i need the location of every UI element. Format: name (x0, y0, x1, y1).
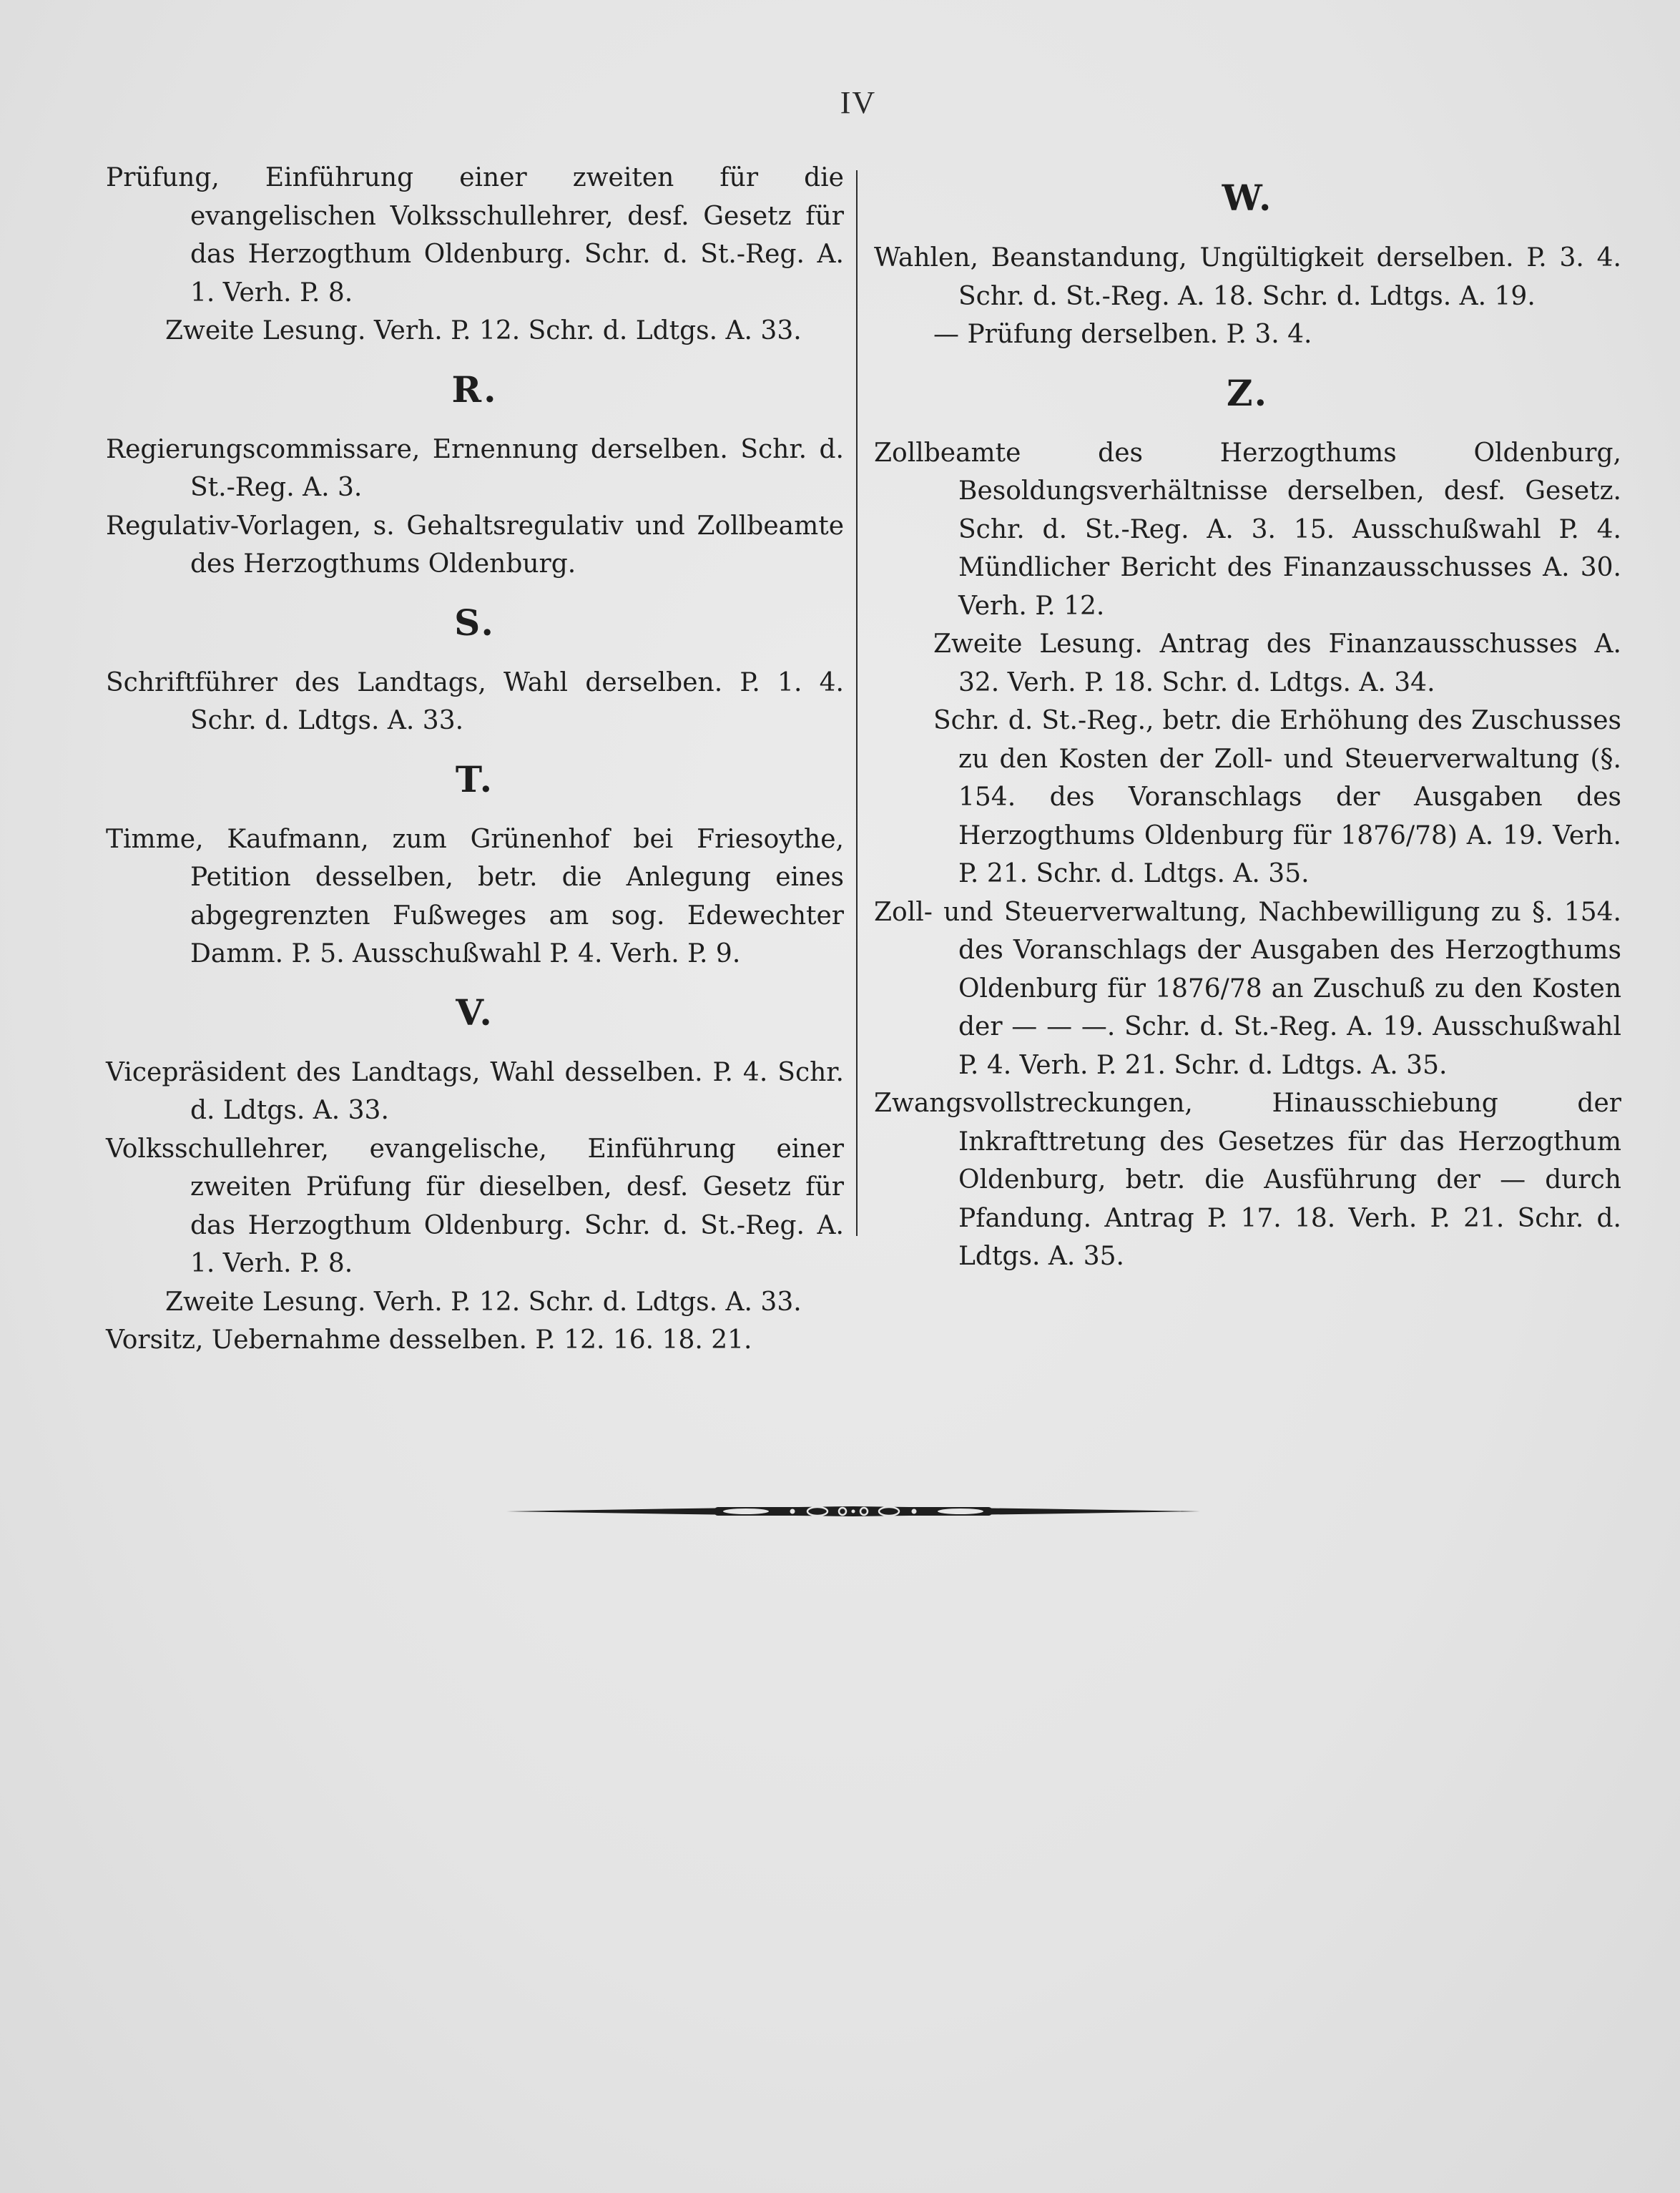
index-entry: Volksschullehrer, evangelische, Einführung einer zweiten Prüfung für dieselben, desf. Gesetz für das Herzogthum Oldenburg. Schr. d. St.-Reg. A. 1. Verh. P. 8. (106, 1134, 844, 1278)
section-letter: W. (1222, 177, 1274, 219)
index-entry: Zweite Lesung. Verh. P. 12. Schr. d. Ldtgs. A. 33. (165, 316, 802, 345)
column-divider (856, 170, 858, 1236)
index-column-left (106, 159, 844, 1360)
index-entry: Prüfung, Einführung einer zweiten für die evangelischen Volksschullehrer, desf. Gesetz für das Herzogthum Oldenburg. Schr. d. St.-Reg. A. 1. Verh. P. 8. (106, 163, 844, 308)
index-column-right (874, 159, 1621, 1276)
index-entry: Zoll- und Steuerverwaltung, Nachbewilligung zu §. 154. des Voranschlags der Ausgaben des Herzogthums Oldenburg für 1876/78 an Zuschuß zu den Kosten der — — —. Schr. d. St.-Reg. A. 19. Ausschußwahl P. 4. Verh. P. 21. Schr. d. Ldtgs. A. 35. (874, 897, 1621, 1080)
section-letter: Z. (1226, 371, 1269, 414)
index-entry: Zwangsvollstreckungen, Hinausschiebung der Inkrafttretung des Gesetzes für das Herzogthum Oldenburg, betr. die Ausführung der — durch Pfandung. Antrag P. 17. 18. Verh. P. 21. Schr. d. Ldtgs. A. 35. (874, 1089, 1621, 1271)
page-number: IV (840, 85, 877, 120)
ornamental-divider (506, 1501, 1200, 1522)
index-entry: Wahlen, Beanstandung, Ungültigkeit derselben. P. 3. 4. Schr. d. St.-Reg. A. 18. Schr. d. Ldtgs. A. 19. (874, 243, 1621, 311)
index-entry: Timme, Kaufmann, zum Grünenhof bei Friesoythe, Petition desselben, betr. die Anlegung eines abgegrenzten Fußweges am sog. Edewechter Damm. P. 5. Ausschußwahl P. 4. Verh. P. 9. (106, 824, 844, 968)
index-entry: Schriftführer des Landtags, Wahl derselben. P. 1. 4. Schr. d. Ldtgs. A. 33. (106, 667, 844, 735)
index-entry: Vicepräsident des Landtags, Wahl desselben. P. 4. Schr. d. Ldtgs. A. 33. (106, 1057, 844, 1125)
index-entry: Zweite Lesung. Antrag des Finanzausschusses A. 32. Verh. P. 18. Schr. d. Ldtgs. A. 34. (933, 629, 1621, 697)
index-entry: Regierungscommissare, Ernennung derselben. Schr. d. St.-Reg. A. 3. (106, 434, 844, 502)
index-entry: Zollbeamte des Herzogthums Oldenburg, Besoldungsverhältnisse derselben, desf. Gesetz. Schr. d. St.-Reg. A. 3. 15. Ausschußwahl P. 4. Mündlicher Bericht des Finanzausschusses A. 30. Verh. P. 12. (874, 438, 1621, 621)
section-letter: R. (451, 368, 498, 411)
section-letter: T. (455, 757, 495, 800)
index-entry: Regulativ-Vorlagen, s. Gehaltsregulativ und Zollbeamte des Herzogthums Oldenburg. (106, 511, 844, 579)
index-entry: Zweite Lesung. Verh. P. 12. Schr. d. Ldtgs. A. 33. (165, 1287, 802, 1317)
index-entry: Vorsitz, Uebernahme desselben. P. 12. 16. 18. 21. (106, 1325, 752, 1355)
section-letter: S. (454, 601, 496, 644)
index-entry: — Prüfung derselben. P. 3. 4. (933, 320, 1312, 349)
index-entry: Schr. d. St.-Reg., betr. die Erhöhung des Zuschusses zu den Kosten der Zoll- und Steuerverwaltung (§. 154. des Voranschlags der Ausgaben des Herzogthums Oldenburg für 1876/78) A. 19. Verh. P. 21. Schr. d. Ldtgs. A. 35. (933, 706, 1621, 888)
section-letter: V. (456, 991, 494, 1034)
